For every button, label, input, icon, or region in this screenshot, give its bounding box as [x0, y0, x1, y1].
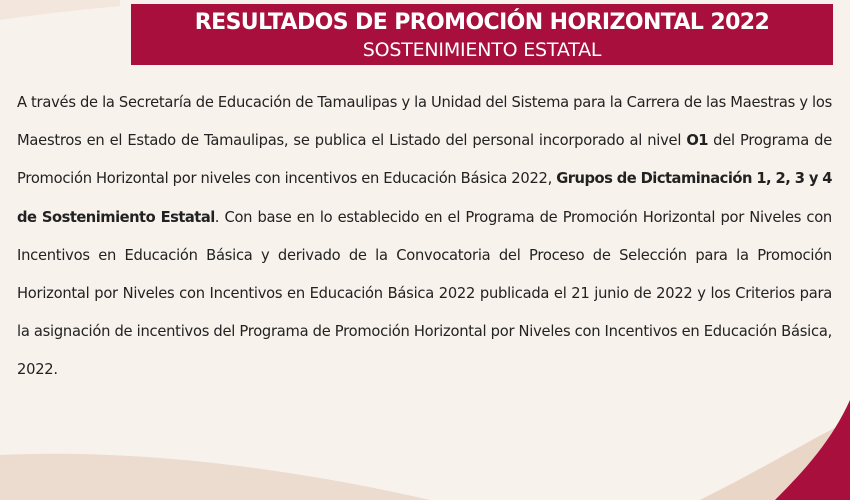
wave-crimson-top-left: [0, 0, 120, 20]
level-highlight: O1: [686, 132, 709, 150]
groups-highlight: Grupos de Dictaminación 1, 2, 3 y 4 de Sostenimiento Estatal: [17, 170, 832, 226]
title-banner: [131, 4, 833, 65]
page-title: RESULTADOS DE PROMOCIÓN HORIZONTAL 2022: [194, 10, 770, 35]
page-subtitle: SOSTENIMIENTO ESTATAL: [362, 39, 602, 61]
paragraph-text-1: A través de la Secretaría de Educación de Tamaulipas y la Unidad del Sistema para la Carrera de las Maestras y los Maestros en el Estado de Tamaulipas, se publica el Listado del personal incorporado al nivel: [17, 94, 832, 150]
wave-light-left: [0, 454, 430, 500]
paragraph-text-3: . Con base en lo establecido en el Programa de Promoción Horizontal por Niveles con Incentivos en Educación Básica y derivado de la Convocatoria del Proceso de Selección para la Promoción Horizontal por Niveles con Incentivos en Educación Básica 2022 publicada el 21 junio de 2022 y los Criterios para la asignación de incentivos del Programa de Promoción Horizontal por Niveles con Incentivos en Educación Básica, 2022.: [17, 208, 832, 379]
paragraph-text-2: del Programa de Promoción Horizontal por niveles con incentivos en Educación Básica 2022,: [17, 132, 833, 188]
announcement-paragraph: [17, 84, 832, 390]
